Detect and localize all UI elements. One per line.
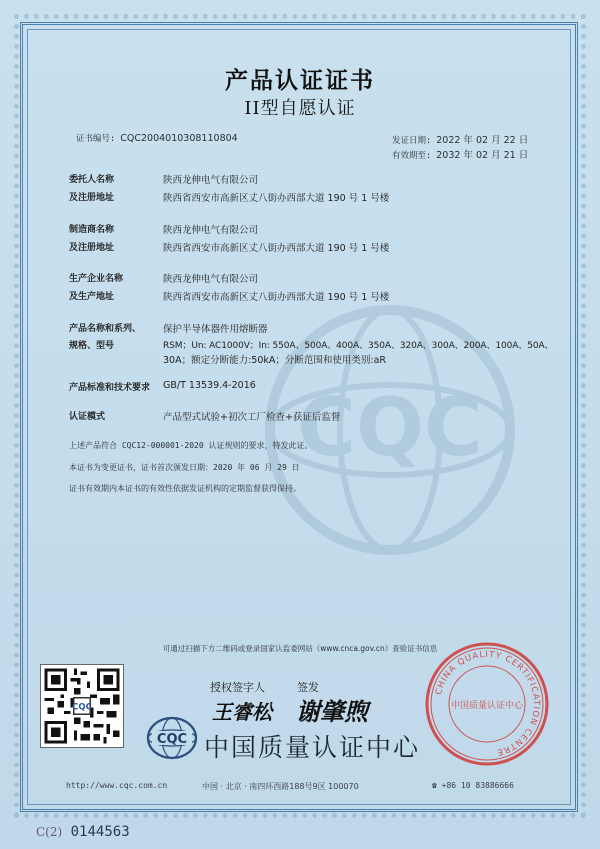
- certificate-title: 产品认证证书: [225, 68, 375, 94]
- serial-prefix: C(2): [36, 825, 63, 839]
- factory-address: 陕西省西安市高新区丈八街办西部大道 190 号 1 号楼: [163, 292, 390, 303]
- issuer-label: 签发: [297, 681, 319, 694]
- statement-1: 上述产品符合 CQC12-000001-2020 认证规则的要求，特发此证。: [69, 441, 313, 450]
- entrust-address: 陕西省西安市高新区丈八街办西部大道 190 号 1 号楼: [163, 193, 390, 204]
- entrust-name-label: 委托人名称: [69, 175, 115, 185]
- official-seal: [424, 641, 550, 767]
- issuer-signature: 谢肇煦: [296, 697, 368, 726]
- cert-number: [76, 132, 238, 144]
- product-line-3: 30A；额定分断能力:50kA；分断范围和使用类别:aR: [163, 355, 387, 366]
- valid-date-label: 有效期至:: [392, 151, 432, 161]
- product-line-2: RSM；Un: AC1000V；In: 550A、500A、400A、350A、320A、300A、200A、100A、50A、: [163, 341, 554, 351]
- issue-date-label: 发证日期:: [392, 136, 432, 146]
- product-label-2: 规格、型号: [69, 341, 115, 351]
- maker-name-label: 制造商名称: [69, 225, 115, 235]
- maker-address-label: 及注册地址: [69, 243, 115, 253]
- serial-number: [36, 824, 130, 840]
- factory-address-label: 及生产地址: [69, 292, 115, 302]
- authorized-signature: 王睿松: [212, 700, 272, 724]
- org-name: 中国质量认证中心: [204, 733, 421, 762]
- statement-2: 本证书为变更证书，证书首次颁发日期：2020 年 06 月 29 日: [69, 463, 300, 472]
- standard-value: GB/T 13539.4-2016: [163, 380, 256, 391]
- cqc-logo-text: CQC: [156, 732, 188, 747]
- issue-date: [392, 132, 528, 146]
- product-line-1: 保护半导体器件用熔断器: [163, 324, 268, 335]
- valid-date: [392, 147, 528, 161]
- qr-center-logo: CQC: [72, 702, 92, 713]
- qr-code[interactable]: [40, 664, 124, 748]
- valid-date-value: 2032 年 02 月 21 日: [436, 150, 529, 161]
- factory-name: 陕西龙伸电气有限公司: [163, 274, 259, 285]
- verify-note: 可通过扫描下方二维码或登录国家认监委网站（www.cnca.gov.cn）查验证书信息: [162, 644, 438, 653]
- authorized-signer-label: 授权签字人: [210, 681, 265, 694]
- certificate-subtitle: II型自愿认证: [244, 98, 356, 119]
- cert-number-label: 证书编号:: [76, 134, 116, 144]
- footer-phone: [432, 781, 514, 790]
- issue-date-value: 2022 年 02 月 22 日: [436, 135, 529, 146]
- seal-outer-text: CHINA QUALITY CERTIFICATION CENTRE: [433, 649, 542, 758]
- product-label-1: 产品名称和系列、: [69, 324, 142, 334]
- mode-label: 认证模式: [69, 412, 106, 422]
- footer-phone-number: +86 10 83886666: [441, 781, 514, 790]
- maker-name: 陕西龙伸电气有限公司: [163, 225, 259, 236]
- statement-3: 证书有效期内本证书的有效性依据发证机构的定期监督获得保持。: [69, 484, 301, 493]
- cqc-logo-icon: [146, 716, 198, 760]
- watermark-text: CQC: [297, 381, 483, 474]
- entrust-name: 陕西龙伸电气有限公司: [163, 175, 259, 186]
- maker-address: 陕西省西安市高新区丈八街办西部大道 190 号 1 号楼: [163, 243, 390, 254]
- phone-icon: ☎: [432, 781, 437, 790]
- entrust-address-label: 及注册地址: [69, 193, 115, 203]
- footer-address: 中国 · 北京 · 南四环西路188号9区 100070: [202, 782, 359, 791]
- serial-value: 0144563: [70, 824, 130, 840]
- standard-label: 产品标准和技术要求: [69, 383, 151, 393]
- mode-value: 产品型式试验+初次工厂检查+获证后监督: [163, 412, 341, 423]
- factory-name-label: 生产企业名称: [69, 274, 124, 284]
- footer-website[interactable]: http://www.cqc.com.cn: [66, 781, 168, 790]
- seal-inner-text: 中国质量认证中心: [450, 701, 524, 711]
- cert-number-value: CQC2004010308110804: [120, 133, 238, 144]
